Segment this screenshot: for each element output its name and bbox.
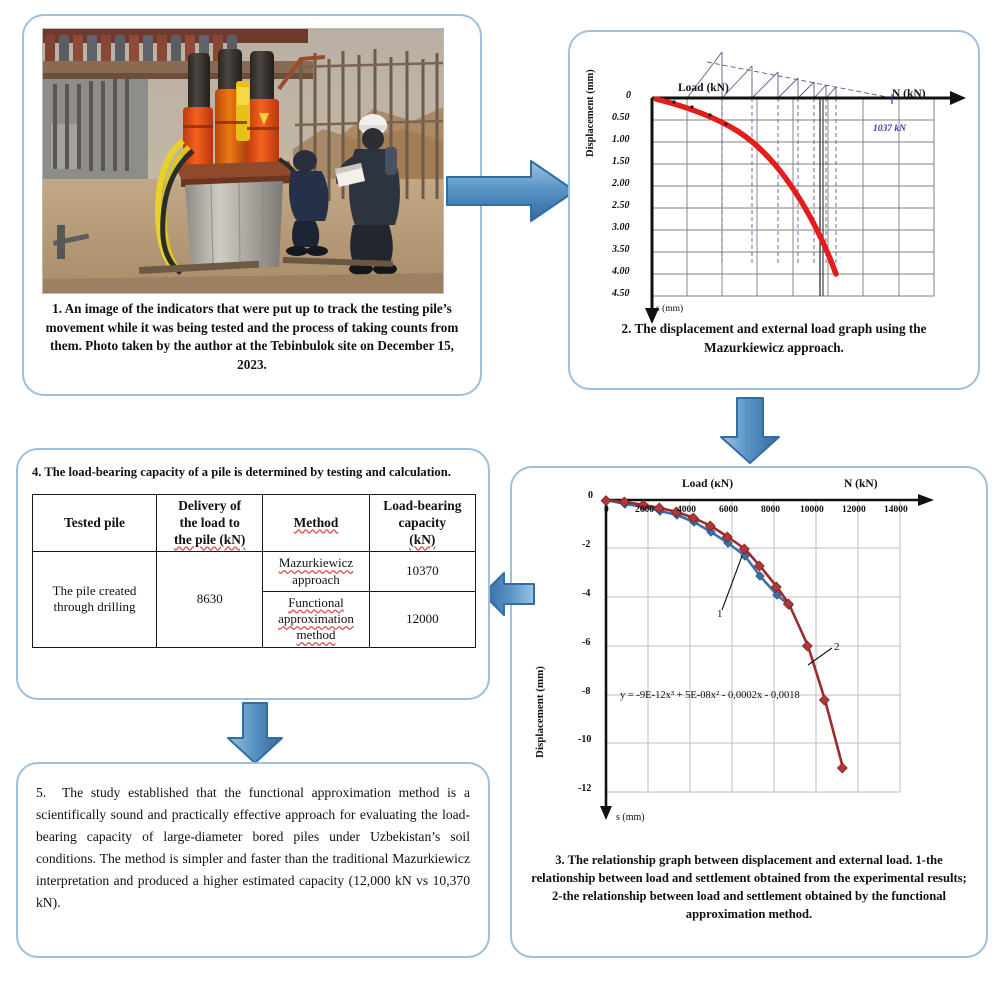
chart3-ytick: -2 bbox=[582, 539, 591, 550]
chart3-xtick: 0 bbox=[604, 505, 609, 515]
chart2-ytick: 0 bbox=[626, 90, 631, 101]
chart2-ytick: 3.00 bbox=[612, 222, 630, 233]
header-line: (kN) bbox=[409, 531, 436, 547]
table-body bbox=[33, 552, 476, 647]
conclusion-body: The study established that the functional approximation method is a scientifically sound and practically effective approach for evaluating the load-bearing capacity of large-diameter bored piles under Uzbekistan’s soil conditions. The method is simpler and faster than the traditional Mazurkiewicz interpretation and produced a higher estimated capacity (12,000 kN vs 10,370 kN). bbox=[36, 785, 470, 911]
chart2-ytick: 1.50 bbox=[612, 156, 630, 167]
panel-2-caption: 2. The displacement and external load graph using the Mazurkiewicz approach. bbox=[621, 321, 927, 355]
table-header-method bbox=[263, 495, 369, 552]
cell-capacity-mazurkiewicz: 10370 bbox=[369, 552, 475, 592]
conclusion-number: 5. bbox=[36, 785, 47, 800]
chart3-xtick: 4000 bbox=[677, 505, 696, 515]
chart3-axis-arrow-label: N (kN) bbox=[844, 478, 878, 490]
chart3-series-2-label: 2 bbox=[834, 641, 840, 653]
chart3-xtick: 8000 bbox=[761, 505, 780, 515]
table-header-delivery-load bbox=[157, 495, 263, 552]
photo-illustration bbox=[43, 29, 443, 293]
chart3-xtick: 10000 bbox=[800, 505, 824, 515]
panel-3-caption: 3. The relationship graph between displacement and external load. 1-the relationship between load and settlement obtained from the experimental results; 2-the relationship between load and settlement obtained by the functional approximation method. bbox=[531, 853, 967, 921]
chart3-ytick: -10 bbox=[578, 734, 592, 745]
chart3-ytick: -4 bbox=[582, 588, 591, 599]
panel-5-conclusion-text bbox=[36, 782, 470, 914]
cell-delivery-load: 8630 bbox=[157, 552, 263, 647]
arrow-table-to-conclusion bbox=[222, 700, 288, 766]
cell-capacity-functional: 12000 bbox=[369, 591, 475, 647]
panel-results-table bbox=[16, 448, 490, 700]
load-bearing-capacity-table bbox=[32, 494, 476, 648]
chart2-ytick: 2.00 bbox=[612, 178, 630, 189]
table-head bbox=[33, 495, 476, 552]
header-line: Delivery of bbox=[178, 498, 242, 513]
panel-dual-curve-chart bbox=[510, 466, 988, 958]
chart3-xtick: 2000 bbox=[635, 505, 654, 515]
chart3-ytick: 0 bbox=[588, 490, 593, 501]
chart3-ytick: -12 bbox=[578, 783, 592, 794]
chart2-ytick: 1.00 bbox=[612, 134, 630, 145]
chart3-xlabel: Load (кN) bbox=[682, 478, 734, 490]
panel-conclusion bbox=[16, 762, 490, 958]
method-line: method bbox=[296, 627, 336, 643]
chart3-ylabel: Displacement (mm) bbox=[534, 666, 546, 758]
header-line: Method bbox=[293, 514, 339, 530]
chart2-axis-arrow-label: N (kN) bbox=[892, 88, 926, 100]
chart2-ytick: 0.50 bbox=[612, 112, 630, 123]
mazurkiewicz-chart bbox=[574, 36, 974, 326]
table-header-capacity bbox=[369, 495, 475, 552]
header-line: capacity bbox=[398, 514, 447, 530]
arrow-chart2-to-chart3 bbox=[715, 395, 785, 467]
chart2-ytick: 3.50 bbox=[612, 244, 630, 255]
chart2-ytick: 4.50 bbox=[612, 288, 630, 299]
chart3-trendline-equation: y = -9E-12x³ + 5E-08x² - 0,0002x - 0,0018 bbox=[620, 690, 800, 701]
chart2-annotation-1037kn: 1037 kN bbox=[873, 124, 906, 134]
table-header-tested-pile bbox=[33, 495, 157, 552]
arrow-photo-to-chart2 bbox=[443, 155, 581, 227]
panel-mazurkiewicz-chart bbox=[568, 30, 980, 390]
chart3-series-1-label: 1 bbox=[717, 608, 723, 620]
chart2-ylabel: Displacement (mm) bbox=[585, 69, 596, 157]
chart3-xtick: 6000 bbox=[719, 505, 738, 515]
cell-tested-pile: The pile created through drilling bbox=[33, 552, 157, 647]
cell-method-mazurkiewicz bbox=[263, 552, 369, 592]
panel-1-caption: 1. An image of the indicators that were put up to track the testing pile’s movement while it was being tested and the process of taking counts from them. Photo taken by the author at the Tebinbulok site on December 15, 2023. bbox=[45, 301, 459, 373]
header-line: the pile (kN) bbox=[173, 531, 246, 547]
panel-photo bbox=[22, 14, 482, 396]
method-line: Mazurkiewicz bbox=[278, 555, 354, 571]
chart3-ytick: -8 bbox=[582, 686, 591, 697]
method-line: approximation bbox=[278, 611, 354, 626]
chart2-xlabel: Load (kN) bbox=[678, 82, 729, 94]
chart3-xtick: 12000 bbox=[842, 505, 866, 515]
chart3-s-mm-label: s (mm) bbox=[616, 812, 645, 823]
chart3-ytick: -6 bbox=[582, 637, 591, 648]
header-line: Load-bearing bbox=[383, 498, 462, 513]
chart2-ytick: 2.50 bbox=[612, 200, 630, 211]
header-line: Tested pile bbox=[64, 514, 125, 530]
table-header-row bbox=[33, 495, 476, 552]
chart3-xtick: 14000 bbox=[884, 505, 908, 515]
header-line: the load to bbox=[179, 514, 240, 530]
chart2-s-mm-label: s (mm) bbox=[656, 304, 684, 314]
pile-test-photograph bbox=[42, 28, 444, 294]
cell-method-functional bbox=[263, 591, 369, 647]
dual-curve-chart bbox=[570, 476, 974, 848]
table-row bbox=[33, 552, 476, 592]
chart2-ytick: 4.00 bbox=[612, 266, 630, 277]
panel-4-caption: 4. The load-bearing capacity of a pile is determined by testing and calculation. bbox=[32, 465, 451, 479]
method-line: approach bbox=[292, 571, 340, 587]
method-line: Functional bbox=[288, 594, 344, 610]
